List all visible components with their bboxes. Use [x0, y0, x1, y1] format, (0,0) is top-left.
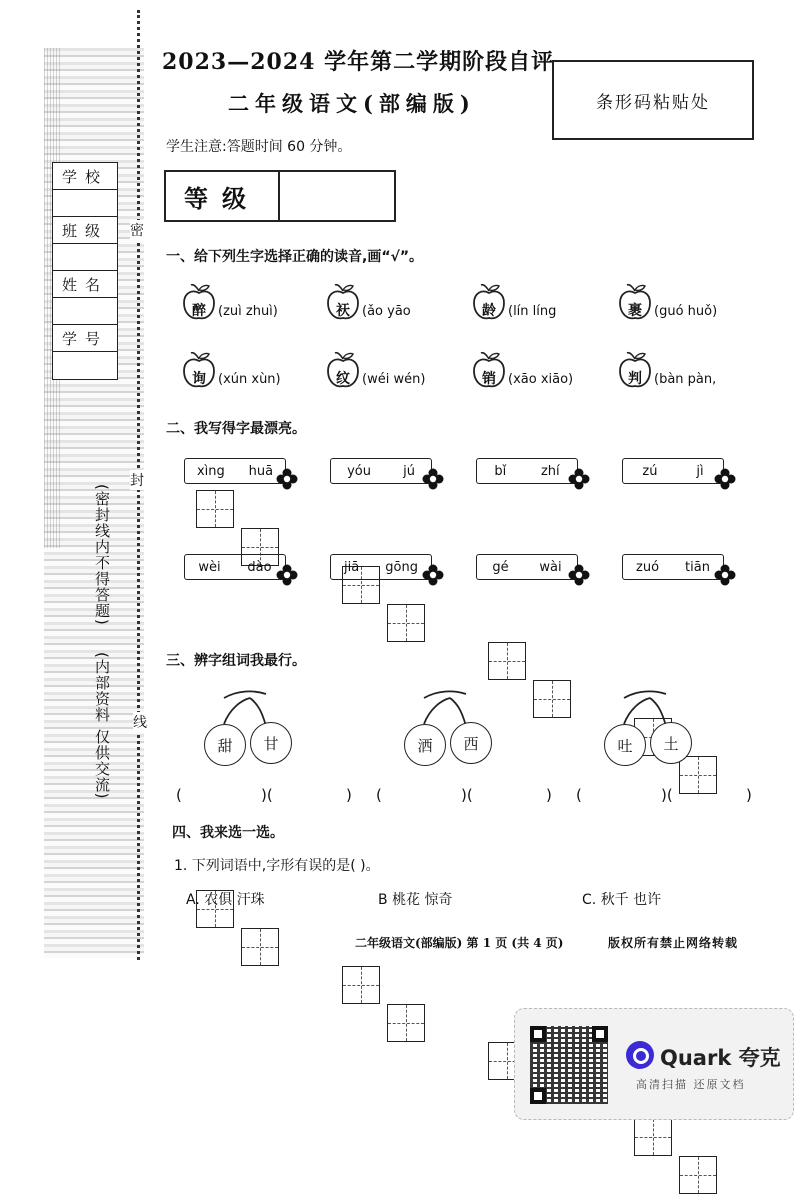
pinyin-options[interactable]: (lín líng [508, 304, 557, 319]
field-class-input[interactable] [53, 244, 117, 271]
section3-title: 三、辨字组词我最行。 [166, 653, 306, 669]
pinyin-box [476, 458, 578, 484]
pinyin-syllable: huā [248, 463, 274, 479]
grade-label: 等级 [166, 172, 280, 220]
flower-icon [422, 564, 444, 586]
seal-char-xian: 线 [133, 712, 147, 732]
pinyin-syllable: jú [403, 463, 415, 479]
apple-item [326, 350, 466, 392]
apple-item [472, 282, 612, 324]
answer-paren[interactable]: ) [346, 786, 352, 804]
writing-grid[interactable] [387, 1004, 425, 1042]
writing-grid[interactable] [679, 1156, 717, 1194]
field-class: 班级 [53, 217, 117, 244]
pinyin-options[interactable]: (xāo xiāo) [508, 372, 574, 387]
apple-char: 祆 [336, 303, 350, 319]
cherry-char: 洒 [404, 724, 446, 766]
pinyin-options[interactable]: (bàn pàn, [654, 372, 717, 387]
internal-note: (内部资料 仅供交流) [93, 652, 111, 800]
apple-char: 纹 [336, 371, 350, 387]
exam-title: 2023—2024 学年第二学期阶段自评 [162, 49, 555, 75]
qr-corner-icon [530, 1026, 546, 1042]
seal-char-mi: 密 [130, 220, 144, 240]
apple-char: 裹 [628, 303, 642, 319]
writing-grid[interactable] [387, 604, 425, 642]
pinyin-syllable: wài [539, 559, 562, 575]
student-notice: 学生注意:答题时间 60 分钟。 [166, 139, 352, 155]
cherry-char: 甘 [250, 722, 292, 764]
option-b-label: B [378, 892, 388, 908]
writing-grid[interactable] [342, 966, 380, 1004]
option-c[interactable] [582, 889, 661, 909]
seal-char-feng: 封 [130, 470, 144, 490]
pinyin-syllable: zhí [540, 463, 560, 479]
section2-title: 二、我写得字最漂亮。 [166, 421, 306, 437]
field-school: 学校 [53, 163, 117, 190]
grade-box [164, 170, 396, 222]
apple-item [182, 350, 322, 392]
option-a-text: 农俱 汗珠 [204, 892, 265, 908]
writing-grid[interactable] [241, 928, 279, 966]
answer-paren[interactable]: ( [176, 786, 182, 804]
pinyin-syllable: jì [696, 463, 704, 479]
writing-grid[interactable] [679, 756, 717, 794]
section4-title: 四、我来选一选。 [172, 825, 284, 841]
barcode-area: 条形码粘贴处 [552, 60, 754, 140]
pinyin-options[interactable]: (ǎo yāo [362, 304, 411, 319]
pinyin-syllable: tiān [685, 559, 710, 575]
option-c-text: 秋千 也许 [600, 892, 662, 908]
pinyin-box [622, 458, 724, 484]
pinyin-box [476, 554, 578, 580]
answer-paren[interactable]: )( [261, 786, 273, 804]
field-id: 学号 [53, 325, 117, 352]
apple-char: 销 [482, 371, 496, 387]
quark-logo-icon [626, 1041, 654, 1069]
copyright: 版权所有禁止网络转载 [608, 936, 739, 950]
pinyin-syllable: gōng [385, 559, 418, 575]
field-school-input[interactable] [53, 190, 117, 217]
writing-grid[interactable] [533, 680, 571, 718]
page-info: 二年级语文(部编版) 第 1 页 (共 4 页) [355, 936, 564, 950]
option-a[interactable] [186, 889, 265, 909]
flower-icon [714, 564, 736, 586]
apple-char: 龄 [482, 303, 496, 319]
writing-grid[interactable] [488, 642, 526, 680]
apple-item [182, 282, 322, 324]
cherry-char: 甜 [204, 724, 246, 766]
quark-tagline: 高清扫描 还原文档 [636, 1078, 746, 1091]
flower-icon [568, 564, 590, 586]
grade-value[interactable] [280, 172, 394, 220]
pinyin-syllable: xìng [196, 463, 225, 479]
pinyin-options[interactable]: (guó huǒ) [654, 304, 718, 319]
student-info-box [52, 162, 118, 380]
apple-item [618, 282, 758, 324]
pinyin-syllable: yóu [347, 463, 371, 479]
pinyin-options[interactable]: (xún xùn) [218, 372, 281, 387]
cherry-char: 土 [650, 722, 692, 764]
pinyin-options[interactable]: (wéi wén) [362, 372, 426, 387]
answer-paren[interactable]: ) [746, 786, 752, 804]
pinyin-syllable: bǐ [494, 463, 507, 479]
pinyin-syllable: zú [642, 463, 658, 479]
field-name: 姓名 [53, 271, 117, 298]
answer-paren[interactable]: )( [461, 786, 473, 804]
field-id-input[interactable] [53, 352, 117, 378]
question-1: 1. 下列词语中,字形有误的是( )。 [174, 858, 380, 874]
pinyin-syllable: zuó [636, 559, 660, 575]
flower-icon [568, 468, 590, 490]
apple-item [472, 350, 612, 392]
pinyin-options[interactable]: (zuì zhuì) [218, 304, 278, 319]
pinyin-box [184, 554, 286, 580]
exam-subtitle: 二年级语文(部编版) [228, 91, 476, 116]
flower-icon [422, 468, 444, 490]
pinyin-box [622, 554, 724, 580]
pinyin-syllable: gé [492, 559, 509, 575]
apple-char: 询 [192, 371, 206, 387]
writing-grid[interactable] [196, 490, 234, 528]
answer-paren[interactable]: ( [576, 786, 582, 804]
answer-paren[interactable]: ( [376, 786, 382, 804]
qr-corner-icon [530, 1088, 546, 1104]
seal-warning: (密封线内不得答题) [93, 484, 111, 626]
option-b[interactable] [378, 889, 453, 909]
cherry-char: 西 [450, 722, 492, 764]
flower-icon [276, 468, 298, 490]
field-name-input[interactable] [53, 298, 117, 325]
qr-corner-icon [592, 1026, 608, 1042]
pinyin-box [330, 458, 432, 484]
writing-grid[interactable] [634, 1118, 672, 1156]
section1-title: 一、给下列生字选择正确的读音,画“√”。 [166, 249, 424, 265]
apple-item [326, 282, 466, 324]
option-b-text: 桃花 惊奇 [392, 892, 453, 908]
quark-brand: Quark 夸克 [660, 1046, 781, 1070]
apple-char: 判 [628, 371, 642, 387]
flower-icon [714, 468, 736, 490]
flower-icon [276, 564, 298, 586]
cherry-char: 吐 [604, 724, 646, 766]
option-a-label: A. [186, 892, 200, 908]
pinyin-syllable: dào [247, 559, 272, 575]
pinyin-syllable: jiā [344, 559, 360, 575]
answer-paren[interactable]: )( [661, 786, 673, 804]
apple-char: 醉 [192, 303, 206, 319]
answer-paren[interactable]: ) [546, 786, 552, 804]
apple-item [618, 350, 758, 392]
pinyin-box [330, 554, 432, 580]
option-c-label: C. [582, 892, 597, 908]
pinyin-syllable: wèi [198, 559, 221, 575]
pinyin-box [184, 458, 286, 484]
